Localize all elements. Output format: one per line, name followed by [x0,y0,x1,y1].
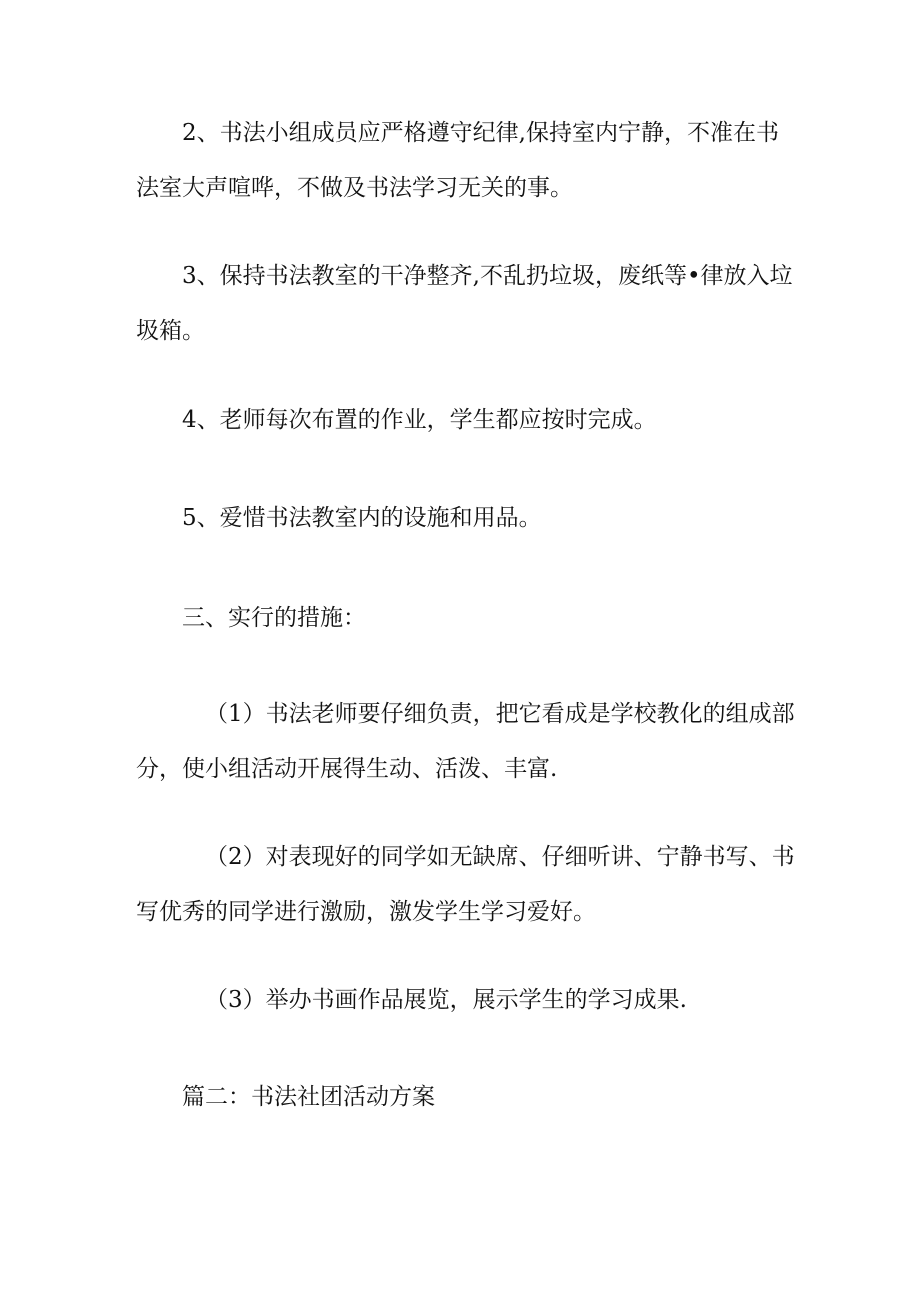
section-heading-measures: 三、实行的措施： [182,605,366,631]
rule-4-paragraph: 4、老师每次布置的作业，学生都应按时完成。 [182,407,657,433]
rule-2-paragraph: 2、书法小组成员应严格遵守纪律,保持室内宁静，不准在书法室大声喧哗，不做及书法学习无关的事。 [136,120,779,201]
rule-3-paragraph: 3、保持书法教室的干净整齐,不乱扔垃圾，废纸等•律放入垃圾箱。 [136,263,793,344]
measure-2-paragraph: （2）对表现好的同学如无缺席、仔细听讲、宁静书写、书写优秀的同学进行激励，激发学生学习爱好。 [136,844,795,925]
measure-1-paragraph: （1）书法老师要仔细负责，把它看成是学校教化的组成部分，使小组活动开展得生动、活泼、丰富. [136,701,795,782]
measure-3-paragraph: （3）举办书画作品展览，展示学生的学习成果. [205,987,687,1013]
chapter-two-heading: 篇二：书法社团活动方案 [182,1084,435,1110]
rule-5-paragraph: 5、爱惜书法教室内的设施和用品。 [182,505,542,531]
